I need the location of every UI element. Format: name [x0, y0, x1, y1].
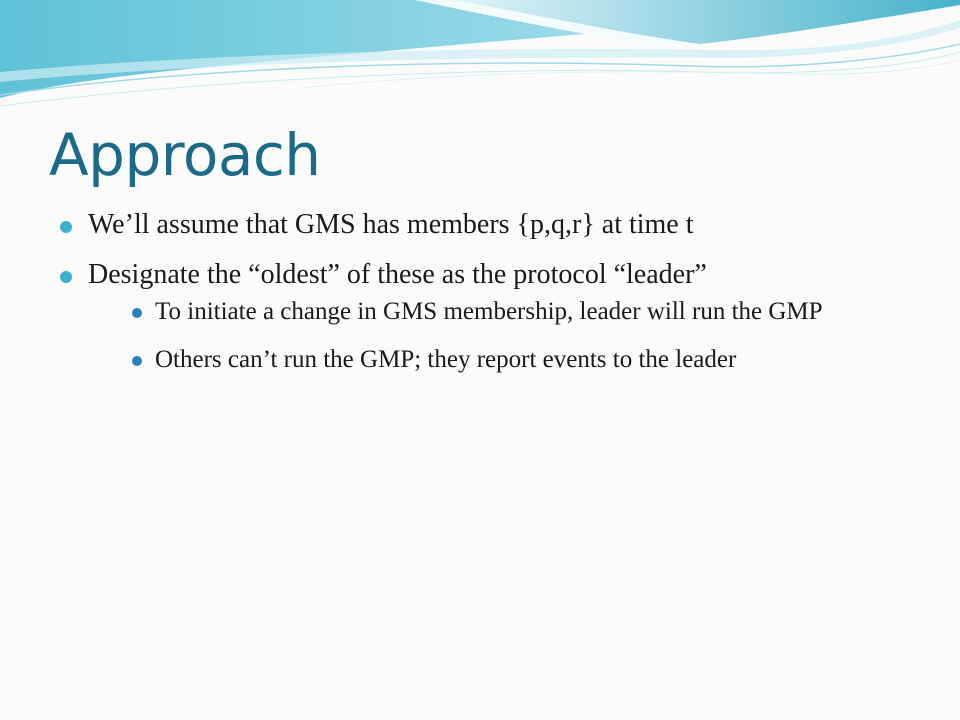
sub-bullet-list	[88, 294, 918, 378]
slide-title: Approach	[49, 121, 321, 189]
sub-bullet-item	[88, 342, 918, 378]
bullet-text: Designate the “oldest” of these as the protocol “leader”	[88, 259, 707, 290]
bullet-item	[58, 258, 918, 378]
bullet-item	[58, 208, 918, 242]
bullet-dot-icon	[60, 271, 72, 283]
sub-bullet-text: To initiate a change in GMS membership, leader will run the GMP	[155, 298, 823, 325]
bullet-text: We’ll assume that GMS has members {p,q,r} at time t	[88, 209, 694, 240]
sub-bullet-text: Others can’t run the GMP; they report events to the leader	[155, 346, 737, 373]
header-wave-decoration	[0, 0, 960, 120]
bullet-list	[58, 208, 918, 378]
slide-content	[58, 208, 918, 394]
bullet-dot-icon	[60, 221, 72, 233]
bullet-dot-icon	[132, 308, 142, 318]
sub-bullet-item	[88, 294, 918, 330]
bullet-dot-icon	[132, 356, 142, 366]
